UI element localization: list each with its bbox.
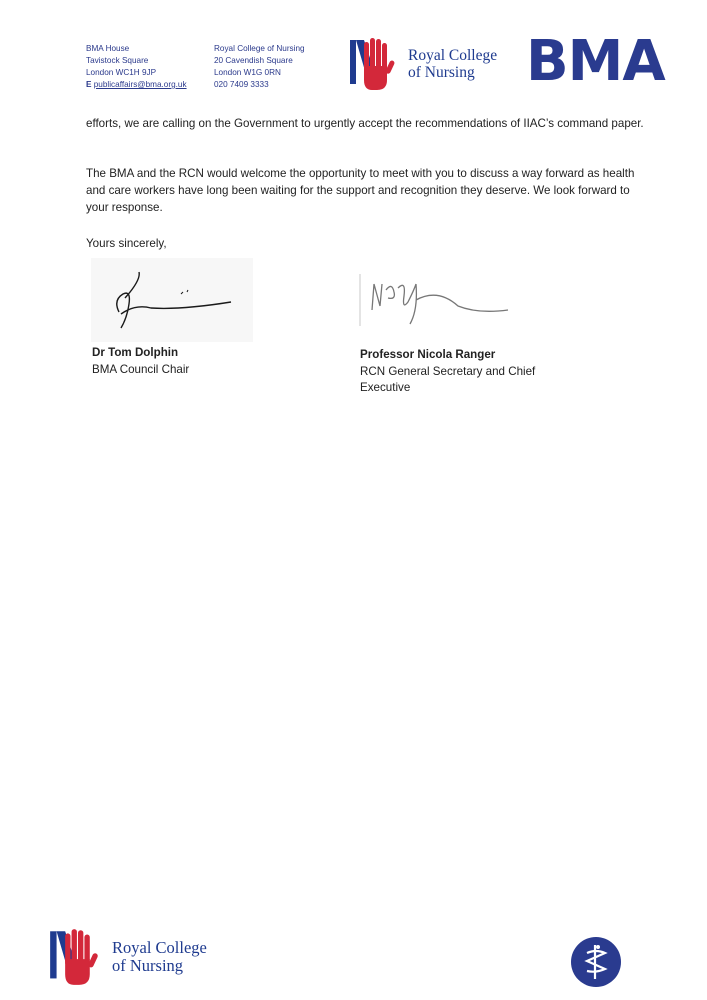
paragraph-2: The BMA and the RCN would welcome the opportunity to meet with you to discuss a way forward as health and care workers have long been waiting for the support and recognition they deserve. We look forward to your response. [86, 167, 635, 214]
signatory-name: Professor Nicola Ranger [360, 348, 496, 361]
rcn-address-line1: Royal College of Nursing [214, 44, 305, 53]
rcn-address-line3: London W1G 0RN [214, 68, 281, 77]
signature-dolphin [91, 258, 253, 342]
rcn-phone: 020 7409 3333 [214, 80, 269, 89]
closing: Yours sincerely, [86, 237, 167, 250]
bma-email-row [86, 79, 187, 91]
signatory-name: Dr Tom Dolphin [92, 346, 179, 359]
signatory-ranger [360, 347, 550, 397]
rcn-address [214, 43, 305, 91]
rcn-logo-text [408, 47, 497, 81]
email-link[interactable]: publicaffairs@bma.org.uk [93, 80, 187, 89]
bma-logo: BMA [526, 29, 665, 94]
rcn-hand-icon [50, 927, 106, 987]
rcn-logo-line2: of Nursing [112, 956, 184, 975]
rcn-logo-text [112, 939, 207, 975]
signatory-title: BMA Council Chair [92, 362, 190, 376]
signatory-dolphin [92, 345, 189, 378]
rcn-logo [350, 36, 497, 92]
rcn-logo-line1: Royal College [112, 938, 207, 957]
bma-address-line2: Tavistock Square [86, 56, 149, 65]
signature-ranger [358, 270, 528, 332]
signatory-title: RCN General Secretary and Chief Executive [360, 364, 536, 394]
rcn-logo-line1: Royal College [408, 47, 498, 64]
email-prefix: E [86, 80, 92, 89]
rcn-hand-icon [350, 36, 402, 92]
rcn-address-line2: 20 Cavendish Square [214, 56, 293, 65]
bma-address [86, 43, 187, 91]
paragraph-1: efforts, we are calling on the Government to urgently accept the recommendations of IIAC’s command paper. [86, 117, 644, 130]
rcn-logo-footer [50, 927, 207, 987]
rcn-logo-line2: of Nursing [408, 64, 475, 81]
bma-address-line3: London WC1H 9JP [86, 68, 157, 77]
bma-crest-icon [571, 937, 621, 987]
bma-address-line1: BMA House [86, 44, 130, 53]
